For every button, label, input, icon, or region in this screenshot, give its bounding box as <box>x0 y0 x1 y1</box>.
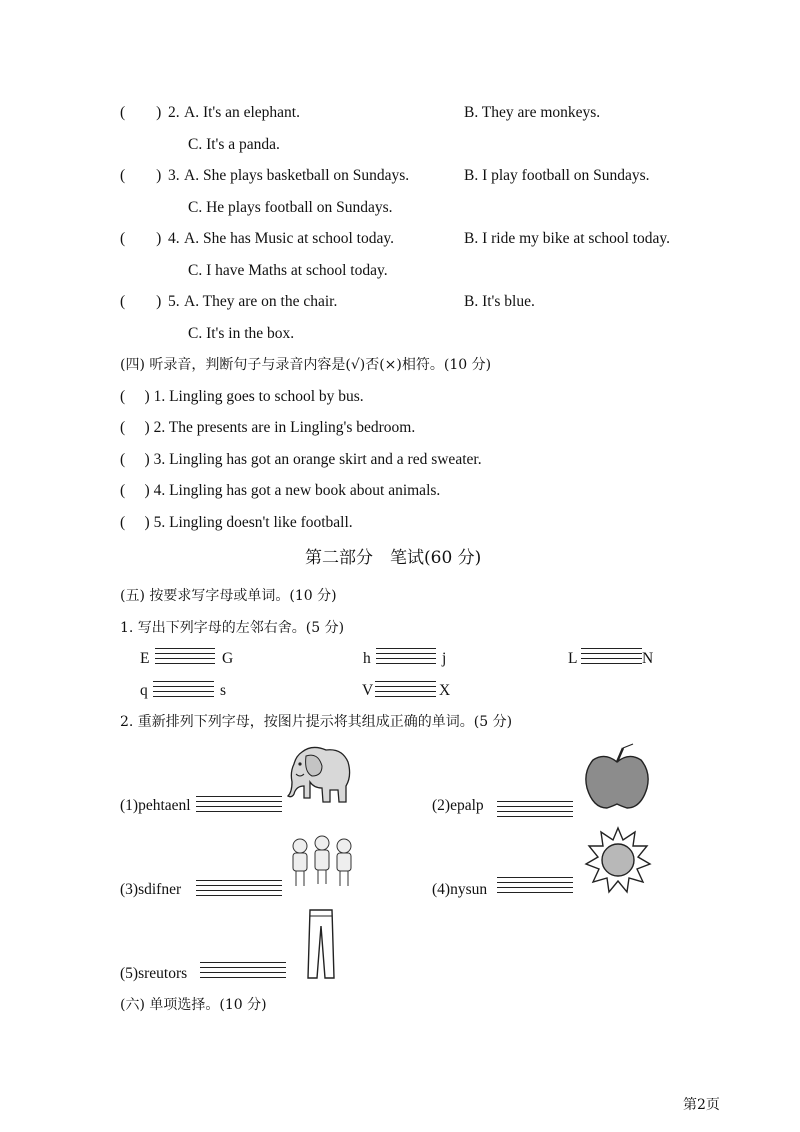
option-b: B. I ride my bike at school today. <box>464 230 671 247</box>
elephant-icon <box>282 742 354 808</box>
option-a: A. They are on the chair. <box>184 293 338 310</box>
question-number: 5. <box>168 293 180 310</box>
option-c: C. It's a panda. <box>188 136 280 153</box>
option-b: B. They are monkeys. <box>464 104 601 121</box>
letter-s: s <box>220 682 227 699</box>
letter-x: X <box>439 682 451 699</box>
letter-q: q <box>140 682 148 699</box>
writing-lines[interactable] <box>153 681 214 701</box>
letter-h: h <box>363 650 371 667</box>
scrambled-word: (3)sdifner <box>120 881 182 898</box>
part5-heading: (五) 按要求写字母或单词。(10 分) <box>120 588 337 604</box>
part4-item[interactable]: ( ) 4. Lingling has got a new book about animals. <box>120 482 441 499</box>
letter-v: V <box>362 682 374 699</box>
trousers-icon <box>306 908 336 980</box>
question-number: 3. <box>168 167 180 184</box>
option-c: C. I have Maths at school today. <box>188 262 388 279</box>
answer-paren[interactable]: ( ) <box>120 293 162 310</box>
option-a: A. She plays basketball on Sundays. <box>184 167 410 184</box>
letter-j: j <box>442 650 447 667</box>
answer-paren[interactable]: ( ) <box>120 104 162 121</box>
part4-item[interactable]: ( ) 3. Lingling has got an orange skirt and a red sweater. <box>120 451 482 468</box>
scrambled-word: (2)epalp <box>432 797 484 814</box>
writing-lines[interactable] <box>497 877 573 897</box>
option-a: A. It's an elephant. <box>184 104 300 121</box>
writing-lines[interactable] <box>581 648 642 668</box>
letter-g: G <box>222 650 234 667</box>
part4-item[interactable]: ( ) 1. Lingling goes to school by bus. <box>120 388 364 405</box>
option-b: B. It's blue. <box>464 293 535 310</box>
option-c: C. He plays football on Sundays. <box>188 199 393 216</box>
writing-lines[interactable] <box>375 681 436 701</box>
writing-lines[interactable] <box>196 880 282 900</box>
part6-heading: (六) 单项选择。(10 分) <box>120 997 267 1013</box>
section-title: 第二部分 笔试(60 分) <box>305 548 482 568</box>
part5-q2: 2. 重新排列下列字母，按图片提示将其组成正确的单词。(5 分) <box>120 714 513 730</box>
question-number: 2. <box>168 104 180 121</box>
apple-icon <box>583 742 651 812</box>
page-number: 第2页 <box>683 1097 720 1113</box>
answer-paren[interactable]: ( ) <box>120 167 162 184</box>
scrambled-word: (1)pehtaenl <box>120 797 191 814</box>
sun-icon <box>584 826 652 894</box>
answer-paren[interactable]: ( ) <box>120 230 162 247</box>
part4-item[interactable]: ( ) 2. The presents are in Lingling's bedroom. <box>120 419 416 436</box>
writing-lines[interactable] <box>196 796 282 816</box>
option-a: A. She has Music at school today. <box>184 230 394 247</box>
option-b: B. I play football on Sundays. <box>464 167 650 184</box>
writing-lines[interactable] <box>497 801 573 821</box>
question-number: 4. <box>168 230 180 247</box>
writing-lines[interactable] <box>200 962 286 982</box>
writing-lines[interactable] <box>155 648 215 668</box>
letter-n: N <box>642 650 654 667</box>
friends-icon <box>286 834 358 890</box>
option-c: C. It's in the box. <box>188 325 295 342</box>
part4-item[interactable]: ( ) 5. Lingling doesn't like football. <box>120 514 353 531</box>
letter-l: L <box>568 650 578 667</box>
scrambled-word: (5)sreutors <box>120 965 188 982</box>
scrambled-word: (4)nysun <box>432 881 488 898</box>
writing-lines[interactable] <box>376 648 436 668</box>
part4-heading: (四) 听录音，判断句子与录音内容是(√)否(×)相符。(10 分) <box>120 357 492 373</box>
letter-e: E <box>140 650 150 667</box>
part5-q1: 1. 写出下列字母的左邻右舍。(5 分) <box>120 620 345 636</box>
